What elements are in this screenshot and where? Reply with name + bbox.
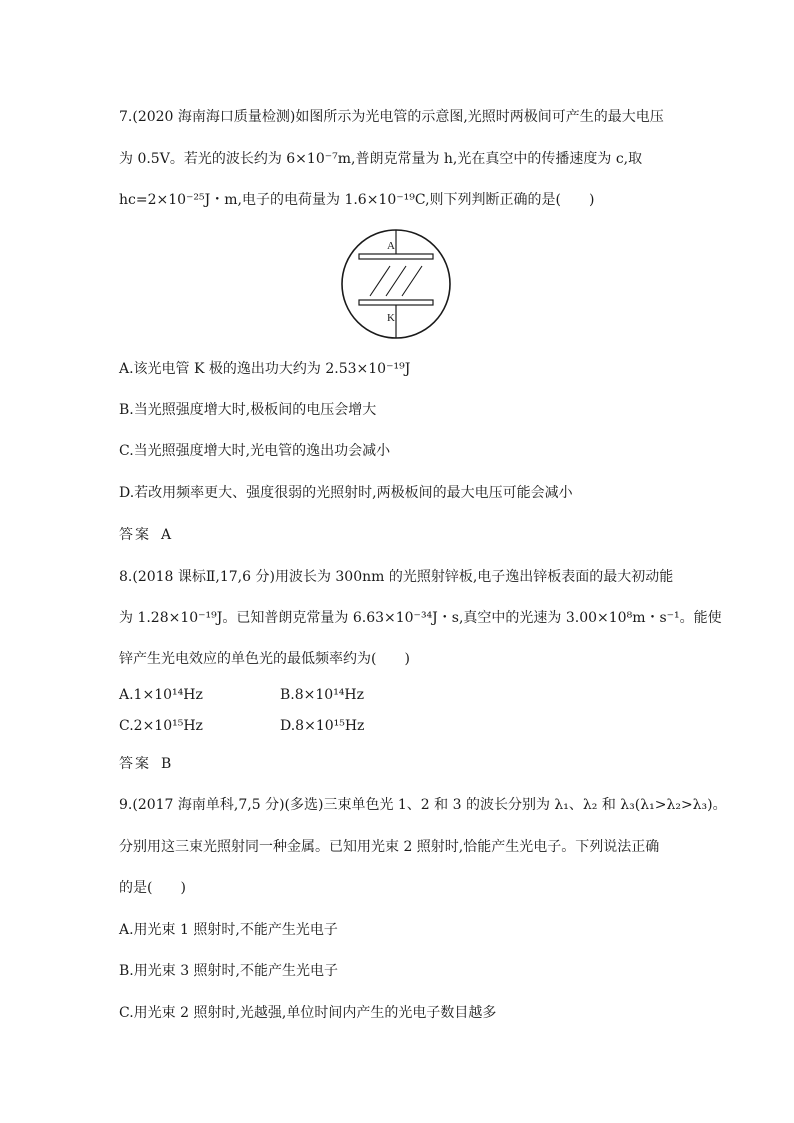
q8-stem-line-3: 锌产生光电效应的单色光的最低频率约为( ) <box>119 651 410 667</box>
q9-stem-line-3: 的是( ) <box>119 880 186 896</box>
q9-stem-line-1: 9.(2017 海南单科,7,5 分)(多选)三束单色光 1、2 和 3 的波长分别为 λ₁、λ₂ 和 λ₃(λ₁>λ₂>λ₃)。 <box>119 797 727 813</box>
q7-stem-line-1: 7.(2020 海南海口质量检测)如图所示为光电管的示意图,光照时两极间可产生的最大电压 <box>119 109 664 125</box>
q8-answer <box>119 754 171 774</box>
q7-stem-line-3: hc=2×10⁻²⁵J・m,电子的电荷量为 1.6×10⁻¹⁹C,则下列判断正确的是( ) <box>119 192 595 208</box>
q7-answer-label: 答案 <box>119 527 151 543</box>
phototube-diagram <box>340 226 452 344</box>
q8-answer-value: B <box>161 756 172 772</box>
q8-option-d: D.8×10¹⁵Hz <box>280 718 365 734</box>
q7-answer-value: A <box>161 527 172 543</box>
q8-option-b: B.8×10¹⁴Hz <box>280 687 364 703</box>
q7-option-d: D.若改用频率更大、强度很弱的光照射时,两极板间的最大电压可能会减小 <box>119 485 573 501</box>
q9-option-b: B.用光束 3 照射时,不能产生光电子 <box>119 963 338 979</box>
light-ray <box>370 266 390 296</box>
q9-option-c: C.用光束 2 照射时,光越强,单位时间内产生的光电子数目越多 <box>119 1005 497 1021</box>
q7-stem-line-2: 为 0.5V。若光的波长约为 6×10⁻⁷m,普朗克常量为 h,光在真空中的传播速度为 c,取 <box>119 151 643 167</box>
q7-answer <box>119 525 171 545</box>
light-ray <box>386 266 406 296</box>
cathode-plate <box>359 300 433 305</box>
q8-option-a: A.1×10¹⁴Hz <box>119 687 203 703</box>
q7-option-b: B.当光照强度增大时,极板间的电压会增大 <box>119 402 377 418</box>
q8-option-c: C.2×10¹⁵Hz <box>119 718 203 734</box>
light-ray <box>402 266 422 296</box>
q9-option-a: A.用光束 1 照射时,不能产生光电子 <box>119 922 338 938</box>
q7-option-c: C.当光照强度增大时,光电管的逸出功会减小 <box>119 443 391 459</box>
q8-stem-line-2: 为 1.28×10⁻¹⁹J。已知普朗克常量为 6.63×10⁻³⁴J・s,真空中的光速为 3.00×10⁸m・s⁻¹。能使 <box>119 610 722 626</box>
q9-stem-line-2: 分别用这三束光照射同一种金属。已知用光束 2 照射时,恰能产生光电子。下列说法正确 <box>119 839 660 855</box>
anode-label: A <box>387 240 395 252</box>
q8-answer-label: 答案 <box>119 756 151 772</box>
cathode-label: K <box>387 312 395 324</box>
q8-stem-line-1: 8.(2018 课标Ⅱ,17,6 分)用波长为 300nm 的光照射锌板,电子逸出锌板表面的最大初动能 <box>119 569 674 585</box>
light-rays <box>370 266 422 296</box>
q7-option-a: A.该光电管 K 极的逸出功大约为 2.53×10⁻¹⁹J <box>119 361 411 377</box>
anode-plate <box>359 254 433 259</box>
